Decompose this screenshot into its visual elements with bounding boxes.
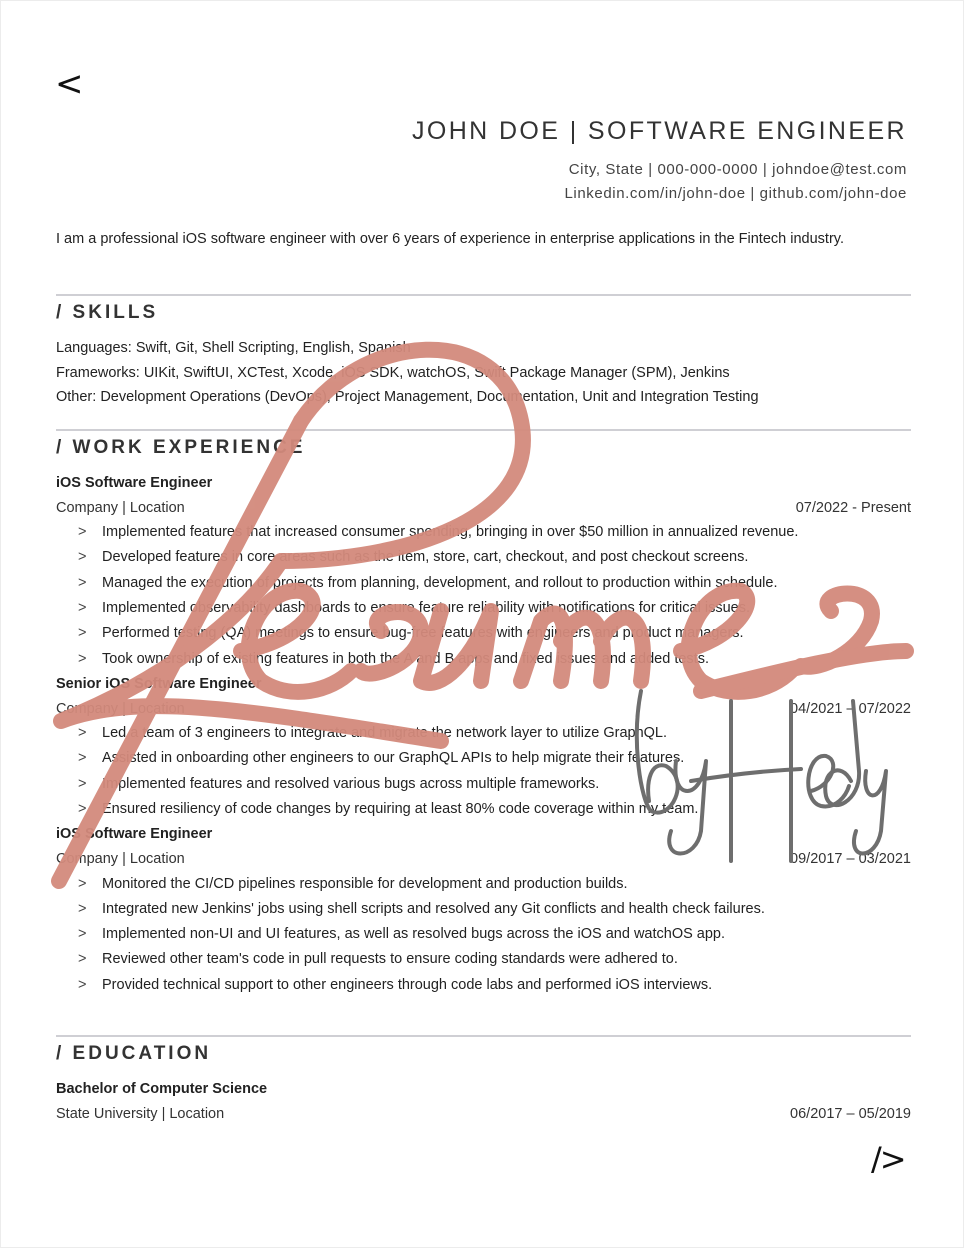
- skills-other: Other: Development Operations (DevOps), Project Management, Documentation, Unit and Integration Testing: [56, 389, 759, 406]
- job-dates: 07/2022 - Present: [795, 499, 911, 516]
- bullet-item: > Assisted in onboarding other engineers to our GraphQL APIs to help migrate their features.: [78, 746, 911, 771]
- education-meta: [56, 1102, 911, 1127]
- bullet-item: > Provided technical support to other engineers through code labs and performed iOS interviews.: [78, 973, 911, 998]
- contact-line-1: City, State | 000-000-0000 | johndoe@test.com: [568, 161, 907, 178]
- bullet-item: > Implemented features that increased consumer spending, bringing in over $50 million in annualized revenue.: [78, 520, 911, 545]
- skills-frameworks: Frameworks: UIKit, SwiftUI, XCTest, Xcode, iOS SDK, watchOS, Swift Package Manager (SPM), Jenkins: [56, 364, 730, 381]
- chevron-right-icon: >: [78, 600, 87, 617]
- chevron-right-icon: >: [78, 725, 87, 742]
- chevron-right-icon: >: [78, 750, 87, 767]
- job-company: Company | Location: [56, 499, 185, 516]
- contact-line-2: Linkedin.com/in/john-doe | github.com/john-doe: [564, 185, 907, 202]
- chevron-right-icon: >: [78, 524, 87, 541]
- skills-heading: / SKILLS: [56, 302, 159, 323]
- bullet-item: > Implemented features and resolved various bugs across multiple frameworks.: [78, 772, 911, 797]
- skills-languages: Languages: Swift, Git, Shell Scripting, English, Spanish: [56, 340, 411, 356]
- chevron-right-icon: >: [78, 900, 87, 917]
- degree: Bachelor of Computer Science: [56, 1081, 268, 1097]
- divider: [56, 294, 911, 296]
- job-dates: 04/2021 – 07/2022: [790, 700, 911, 717]
- bullet-item: > Integrated new Jenkins' jobs using shell scripts and resolved any Git conflicts and health check failures.: [78, 897, 911, 922]
- chevron-right-icon: >: [78, 625, 87, 642]
- chevron-right-icon: >: [78, 875, 87, 892]
- chevron-right-icon: >: [78, 801, 87, 818]
- job-entry: [56, 672, 911, 822]
- close-tag-icon: />: [871, 1140, 905, 1178]
- job-entry: [56, 471, 911, 672]
- chevron-right-icon: >: [78, 951, 87, 968]
- chevron-right-icon: >: [78, 549, 87, 566]
- chevron-right-icon: >: [78, 775, 87, 792]
- chevron-right-icon: >: [78, 574, 87, 591]
- job-meta: [56, 496, 911, 521]
- bullet-item: > Managed the execution of projects from planning, development, and rollout to production within schedule.: [78, 571, 911, 596]
- job-bullets: [56, 520, 911, 672]
- bullet-item: > Took ownership of existing features in both the A and B apps and fixed issues and added tests.: [78, 647, 911, 672]
- bullet-item: > Performed testing (QA) meetings to ensure bug-free features with engineers and product managers.: [78, 621, 911, 646]
- bullet-item: > Implemented non-UI and UI features, as well as resolved bugs across the iOS and watchOS app.: [78, 922, 911, 947]
- bullet-item: > Led a team of 3 engineers to integrate and migrate the network layer to utilize GraphQL.: [78, 721, 911, 746]
- bullet-item: > Implemented observability dashboards to ensure feature reliability with notifications for critical issues.: [78, 596, 911, 621]
- summary: I am a professional iOS software engineer with over 6 years of experience in enterprise applications in the Fintech industry.: [56, 231, 844, 247]
- job-bullets: [56, 721, 911, 822]
- resume-header: [412, 117, 907, 206]
- school: State University | Location: [56, 1105, 225, 1122]
- education-heading: / EDUCATION: [56, 1043, 212, 1064]
- chevron-right-icon: >: [78, 650, 87, 667]
- job-entry: [56, 822, 911, 998]
- job-title: iOS Software Engineer: [56, 475, 213, 491]
- chevron-right-icon: >: [78, 976, 87, 993]
- job-bullets: [56, 872, 911, 998]
- job-meta: [56, 697, 911, 722]
- bullet-item: > Reviewed other team's code in pull requests to ensure coding standards were adhered to.: [78, 947, 911, 972]
- chevron-right-icon: >: [78, 926, 87, 943]
- bullet-item: > Monitored the CI/CD pipelines responsible for development and production builds.: [78, 872, 911, 897]
- education-section: [56, 1035, 911, 1126]
- job-company: Company | Location: [56, 850, 185, 867]
- experience-section: [56, 429, 911, 998]
- experience-heading: / WORK EXPERIENCE: [56, 437, 306, 458]
- divider: [56, 1035, 911, 1037]
- bullet-item: > Ensured resiliency of code changes by requiring at least 80% code coverage within my team.: [78, 797, 911, 822]
- divider: [56, 429, 911, 431]
- bullet-item: > Developed features in core areas such as the item, store, cart, checkout, and post checkout screens.: [78, 545, 911, 570]
- job-meta: [56, 847, 911, 872]
- skills-section: [56, 294, 911, 410]
- job-company: Company | Location: [56, 700, 185, 717]
- job-title: Senior iOS Software Engineer: [56, 675, 262, 692]
- job-title: iOS Software Engineer: [56, 826, 213, 843]
- name-title: JOHN DOE | SOFTWARE ENGINEER: [411, 117, 907, 145]
- job-dates: 09/2017 – 03/2021: [790, 850, 911, 867]
- education-dates: 06/2017 – 05/2019: [790, 1105, 911, 1122]
- open-angle-bracket-icon: <: [55, 64, 84, 104]
